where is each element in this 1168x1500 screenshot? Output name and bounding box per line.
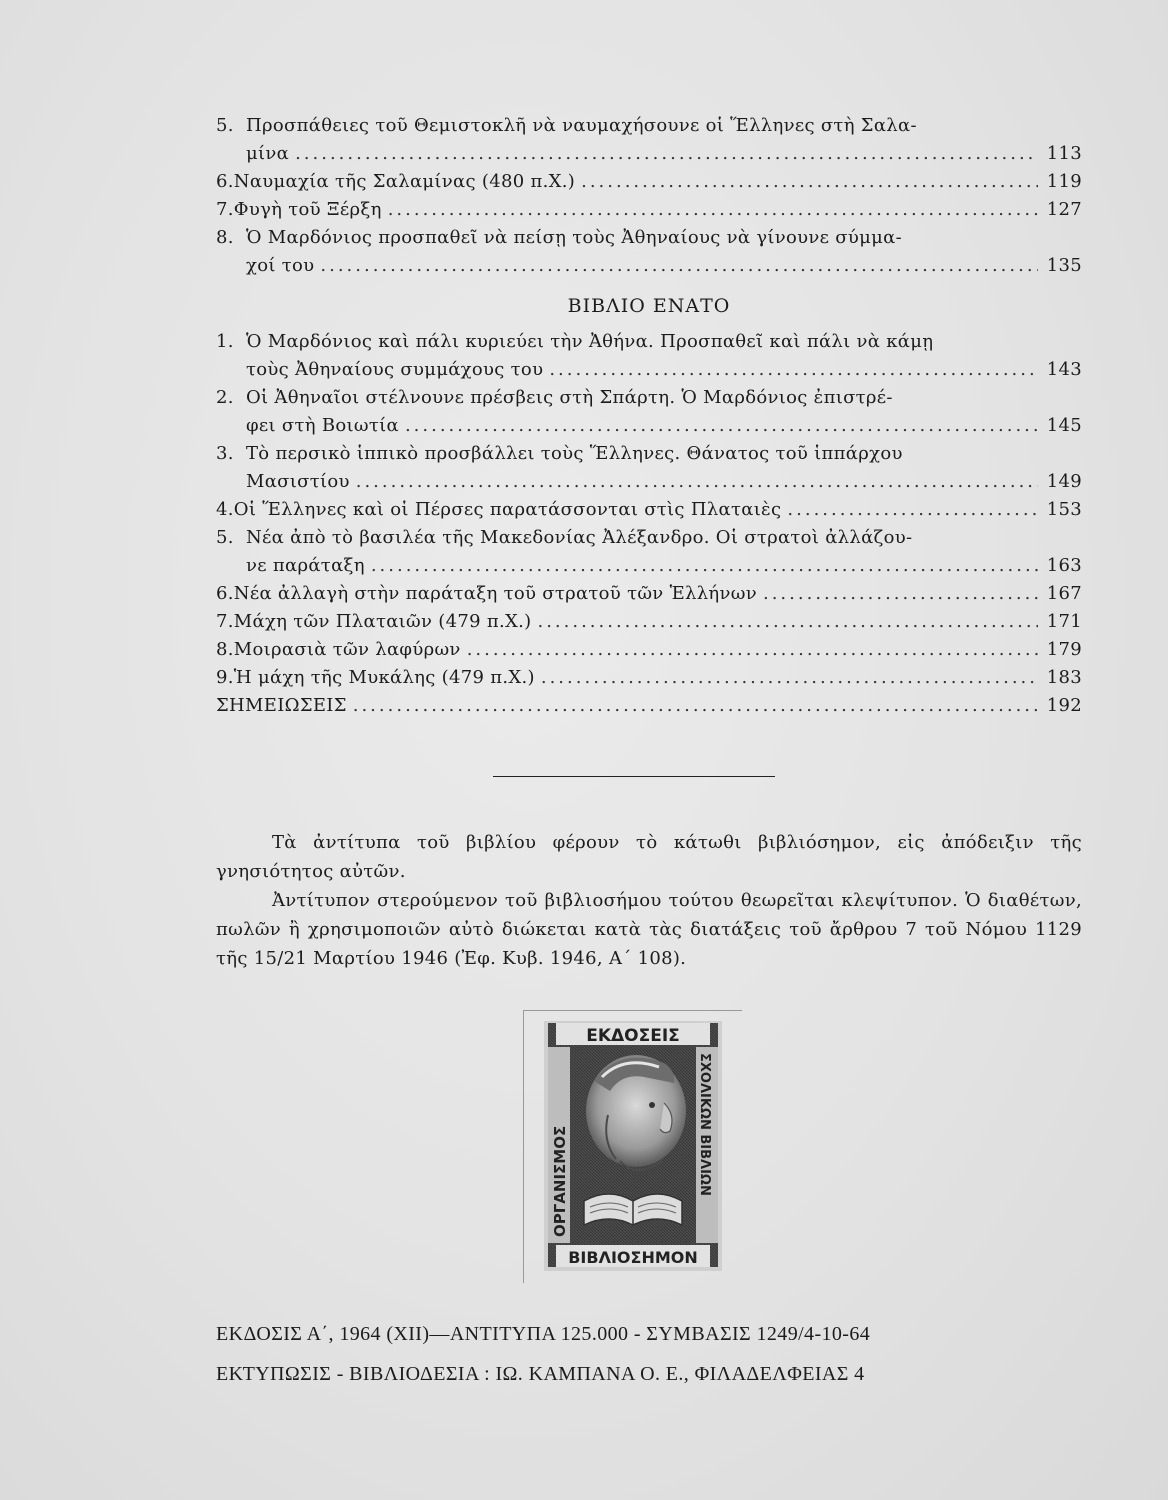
toc-entry xyxy=(216,384,1082,440)
toc-entry-line1 xyxy=(216,440,1082,468)
toc-entry-number: 6. xyxy=(216,171,234,192)
toc-entry xyxy=(216,524,1082,580)
toc-entry-line1 xyxy=(216,224,1082,252)
toc-entry-page: 153 xyxy=(1046,499,1082,520)
toc-entry-page: 149 xyxy=(1046,471,1082,492)
toc-entry-page: 192 xyxy=(1046,695,1082,716)
toc-entry-leader xyxy=(216,168,1082,196)
toc-entry-title-cont: νε παράταξη xyxy=(246,555,365,576)
stamp-left-text: ΟΡΓΑΝΙΣΜΟΣ xyxy=(551,1125,569,1237)
toc-entry-number: 2. xyxy=(216,387,234,408)
toc-entry-number: 8. xyxy=(216,639,234,660)
notice-paragraph: Ἀντίτυπον στερούμενον τοῦ βιβλιοσήμου τούτου θεωρεῖται κλεψίτυπον. Ὁ διαθέτων, πωλῶν ἢ χρησιμοποιῶν αὐτὸ διώκεται κατὰ τὰς διατάξεις τοῦ ἄρθρου 7 τοῦ Νόμου 1129 τῆς 15/21 Μαρτίου 1946 (Ἐφ. Κυβ. 1946, Α΄ 108). xyxy=(216,890,1082,969)
toc-entry-page: 145 xyxy=(1046,415,1082,436)
toc-entry-title: Μοιρασιὰ τῶν λαφύρων xyxy=(233,639,461,660)
toc-entry-title: Μάχη τῶν Πλαταιῶν (479 π.Χ.) xyxy=(233,611,532,632)
leader-dots xyxy=(320,252,1038,280)
leader-dots xyxy=(787,496,1038,524)
toc-entry xyxy=(216,608,1082,636)
toc-entry-number: 4. xyxy=(216,499,234,520)
toc-entry-number: 6. xyxy=(216,583,234,604)
table-of-contents xyxy=(216,112,1082,720)
toc-entry-title: Ὁ Μαρδόνιος προσπαθεῖ νὰ πείσῃ τοὺς Ἀθηναίους νὰ γίνουνε σύμμα- xyxy=(246,227,902,248)
toc-entry-notes xyxy=(216,692,1082,720)
edition-line: ΕΚΔΟΣΙΣ Α΄, 1964 (ΧΙΙ)—ΑΝΤΙΤΥΠΑ 125.000 - ΣΥΜΒΑΣΙΣ 1249/4-10-64 xyxy=(216,1323,871,1345)
toc-entry-page: 183 xyxy=(1046,667,1082,688)
toc-entry-number: 1. xyxy=(216,331,234,352)
toc-entry-title: Νέα ἀλλαγὴ στὴν παράταξη τοῦ στρατοῦ τῶν Ἑλλήνων xyxy=(233,583,757,604)
toc-entry xyxy=(216,580,1082,608)
toc-entry-leader xyxy=(216,664,1082,692)
toc-entry-number: 9. xyxy=(216,667,234,688)
leader-dots xyxy=(356,468,1038,496)
leader-dots xyxy=(537,608,1038,636)
toc-entry-line1 xyxy=(216,112,1082,140)
toc-entry xyxy=(216,168,1082,196)
authenticity-notice xyxy=(216,828,1082,973)
toc-entry-leader xyxy=(216,496,1082,524)
leader-dots xyxy=(581,168,1038,196)
leader-dots xyxy=(763,580,1038,608)
book-stamp xyxy=(523,1010,742,1283)
stamp-top-text: ΕΚΔΟΣΕΙΣ xyxy=(586,1026,680,1046)
toc-entry xyxy=(216,224,1082,280)
stamp-bottom-text: ΒΙΒΛΙΟΣΗΜΟΝ xyxy=(568,1248,698,1267)
toc-entry-title-cont: φει στὴ Βοιωτία xyxy=(246,415,399,436)
toc-entry-title: Ὁ Μαρδόνιος καὶ πάλι κυριεύει τὴν Ἀθήνα. Προσπαθεῖ καὶ πάλι νὰ κάμῃ xyxy=(246,331,934,352)
toc-entry-number: 7. xyxy=(216,611,234,632)
toc-entry-page: 143 xyxy=(1046,359,1082,380)
toc-entry-leader xyxy=(216,412,1082,440)
toc-entry-leader xyxy=(216,636,1082,664)
toc-entry-title: Ναυμαχία τῆς Σαλαμίνας (480 π.Χ.) xyxy=(233,171,576,192)
toc-entry-title: ΣΗΜΕΙΩΣΕΙΣ xyxy=(216,695,347,716)
toc-entry xyxy=(216,496,1082,524)
toc-entry-title: Φυγὴ τοῦ Ξέρξη xyxy=(233,199,382,220)
toc-entry xyxy=(216,636,1082,664)
toc-entry-page: 119 xyxy=(1046,171,1082,192)
leader-dots xyxy=(388,196,1038,224)
toc-entry-leader xyxy=(216,196,1082,224)
toc-entry-leader xyxy=(216,252,1082,280)
toc-entry xyxy=(216,196,1082,224)
toc-entry-line1 xyxy=(216,384,1082,412)
toc-entry-page: 163 xyxy=(1046,555,1082,576)
toc-entry-title: Ἡ μάχη τῆς Μυκάλης (479 π.Χ.) xyxy=(233,667,535,688)
book-stamp-image xyxy=(524,1011,742,1283)
section-title: ΒΙΒΛΙΟ ΕΝΑΤΟ xyxy=(567,295,731,317)
toc-entry-number: 5. xyxy=(216,527,234,548)
toc-entry xyxy=(216,664,1082,692)
toc-entry-leader xyxy=(216,580,1082,608)
toc-entry-title: Τὸ περσικὸ ἱππικὸ προσβάλλει τοὺς Ἕλληνες. Θάνατος τοῦ ἱππάρχου xyxy=(246,443,903,464)
toc-entry-title: Προσπάθειες τοῦ Θεμιστοκλῆ νὰ ναυμαχήσουνε οἱ Ἕλληνες στὴ Σαλα- xyxy=(246,115,917,136)
toc-entry-leader xyxy=(216,692,1082,720)
leader-dots xyxy=(549,356,1038,384)
toc-entry-number: 5. xyxy=(216,115,234,136)
toc-entry-title-cont: τοὺς Ἀθηναίους συμμάχους του xyxy=(246,359,544,380)
toc-entry-page: 113 xyxy=(1046,143,1082,164)
notice-paragraph: Τὰ ἀντίτυπα τοῦ βιβλίου φέρουν τὸ κάτωθι βιβλιόσημον, εἰς ἀπόδειξιν τῆς γνησιότητος αὐτῶν. xyxy=(216,832,1082,882)
toc-entry-page: 171 xyxy=(1046,611,1082,632)
toc-entry xyxy=(216,112,1082,168)
toc-entry-title-cont: μίνα xyxy=(246,143,290,164)
toc-entry-leader xyxy=(216,608,1082,636)
toc-entry xyxy=(216,440,1082,496)
toc-entry-line1 xyxy=(216,328,1082,356)
toc-entry-page: 167 xyxy=(1046,583,1082,604)
stamp-right-text: ΣΧΟΛΙΚΩΝ ΒΙΒΛΙΩΝ xyxy=(697,1053,712,1196)
leader-dots xyxy=(541,664,1038,692)
toc-entry-number: 8. xyxy=(216,227,234,248)
toc-entry-leader xyxy=(216,356,1082,384)
toc-entry-number: 7. xyxy=(216,199,234,220)
printer-line: ΕΚΤΥΠΩΣΙΣ - ΒΙΒΛΙΟΔΕΣΙΑ : ΙΩ. ΚΑΜΠΑΝΑ Ο. Ε., ΦΙΛΑΔΕΛΦΕΙΑΣ 4 xyxy=(216,1363,865,1385)
leader-dots xyxy=(371,552,1038,580)
leader-dots xyxy=(467,636,1038,664)
leader-dots xyxy=(405,412,1038,440)
leader-dots xyxy=(295,140,1038,168)
toc-entry-title: Οἱ Ἀθηναῖοι στέλνουνε πρέσβεις στὴ Σπάρτη. Ὁ Μαρδόνιος ἐπιστρέ- xyxy=(246,387,893,408)
leader-dots xyxy=(353,692,1038,720)
toc-entry-number: 3. xyxy=(216,443,234,464)
toc-entry-page: 127 xyxy=(1046,199,1082,220)
toc-entry-title-cont: χοί του xyxy=(246,255,315,276)
toc-entry-leader xyxy=(216,552,1082,580)
horizontal-divider xyxy=(493,776,775,777)
toc-entry-leader xyxy=(216,140,1082,168)
toc-entry-title: Οἱ Ἕλληνες καὶ οἱ Πέρσες παρατάσσονται στὶς Πλαταιὲς xyxy=(233,499,782,520)
toc-entry-line1 xyxy=(216,524,1082,552)
toc-entry-leader xyxy=(216,468,1082,496)
toc-entry-page: 179 xyxy=(1046,639,1082,660)
toc-entry-page: 135 xyxy=(1046,255,1082,276)
toc-entry xyxy=(216,328,1082,384)
toc-entry-title: Νέα ἀπὸ τὸ βασιλέα τῆς Μακεδονίας Ἀλέξανδρο. Οἱ στρατοὶ ἀλλάζου- xyxy=(246,527,913,548)
toc-entry-title-cont: Μασιστίου xyxy=(246,471,350,492)
